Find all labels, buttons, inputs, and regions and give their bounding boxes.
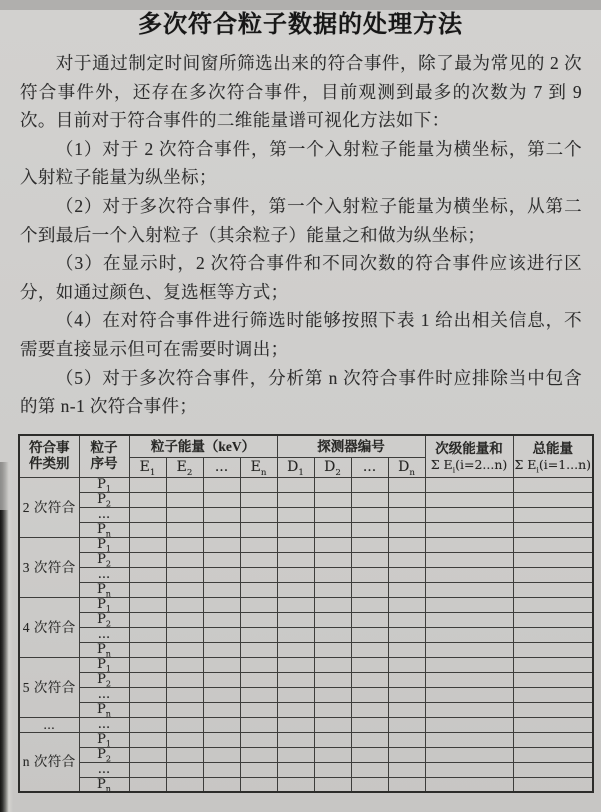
data-cell [351,492,388,507]
data-cell [513,732,593,747]
data-cell [240,732,277,747]
data-cell [351,687,388,702]
particle-row-label: ... [79,687,129,702]
paragraph: 对于通过制定时间窗所筛选出来的符合事件，除了最为常见的 2 次符合事件外，还存在多次符合事件，目前观测到最多的次数为 7 到 9 次。目前对于符合事件的二维能量谱可视化方法如下： [20,53,582,131]
data-cell [129,717,166,732]
data-cell [129,492,166,507]
header-detector-subcol: ... [351,457,388,477]
data-cell [513,492,593,507]
data-cell [240,687,277,702]
data-cell [425,672,513,687]
data-cell [314,522,351,537]
document-body [0,49,601,421]
header-total-energy [513,435,593,478]
data-cell [425,702,513,717]
data-cell [166,492,203,507]
data-cell [166,687,203,702]
data-cell [240,762,277,777]
data-cell [388,732,425,747]
data-cell [277,777,314,792]
data-cell [388,552,425,567]
data-cell [351,477,388,492]
data-cell [314,642,351,657]
data-cell [513,747,593,762]
data-cell [203,747,240,762]
particle-row-label: $P_1$ [79,732,129,747]
data-cell [388,597,425,612]
data-cell [388,537,425,552]
data-cell [166,657,203,672]
header-particle-energy-group: 粒子能量（keV） [129,435,277,458]
data-cell [513,702,593,717]
data-cell [240,642,277,657]
particle-row-label: $P_1$ [79,477,129,492]
data-cell [166,672,203,687]
data-cell [351,657,388,672]
particle-row-label: ... [79,627,129,642]
data-cell [240,717,277,732]
group-label-cell: 3 次符合 [19,537,79,597]
data-cell [388,567,425,582]
data-cell [351,507,388,522]
data-cell [240,507,277,522]
particle-row-label: $P_1$ [79,597,129,612]
data-cell [388,657,425,672]
data-cell [425,612,513,627]
particle-row-label: ... [79,567,129,582]
data-cell [166,567,203,582]
table-row [19,717,593,732]
data-cell [240,657,277,672]
data-cell [277,687,314,702]
data-cell [513,657,593,672]
data-cell [388,687,425,702]
data-cell [129,597,166,612]
data-cell [240,522,277,537]
data-cell [277,522,314,537]
data-cell [314,777,351,792]
data-cell [425,597,513,612]
particle-row-label: $P_2$ [79,612,129,627]
data-cell [129,522,166,537]
data-cell [166,537,203,552]
data-cell [240,672,277,687]
data-cell [277,582,314,597]
header-energy-subcol: $E_1$ [129,457,166,477]
data-cell [240,597,277,612]
header-detector-subcol: $D_1$ [277,457,314,477]
table-row [19,582,593,597]
paper-edge-shadow [0,462,13,510]
data-cell [129,582,166,597]
data-cell [388,507,425,522]
data-cell [425,627,513,642]
data-cell [388,762,425,777]
data-cell [425,492,513,507]
data-cell [129,762,166,777]
data-cell [277,597,314,612]
data-cell [203,492,240,507]
data-cell [277,657,314,672]
data-cell [277,612,314,627]
data-cell [513,567,593,582]
paragraph: （1）对于 2 次符合事件，第一个入射粒子能量为横坐标，第二个入射粒子能量为纵坐标； [20,138,582,188]
data-cell [203,477,240,492]
group-label-cell: 2 次符合 [19,477,79,537]
data-cell [129,507,166,522]
table-row [19,672,593,687]
data-cell [388,777,425,792]
data-cell [203,597,240,612]
table-row [19,702,593,717]
data-cell [129,672,166,687]
paragraph: （4）在对符合事件进行筛选时能够按照下表 1 给出相关信息，不需要直接显示但可在需要时调出； [20,310,582,359]
data-cell [129,657,166,672]
table-row [19,537,593,552]
data-cell [388,717,425,732]
data-cell [314,717,351,732]
data-cell [166,582,203,597]
particle-row-label: ... [79,717,129,732]
data-cell [388,522,425,537]
data-cell [425,567,513,582]
data-cell [166,747,203,762]
data-cell [203,627,240,642]
data-cell [425,522,513,537]
data-cell [513,507,593,522]
table-row [19,477,593,492]
data-cell [351,747,388,762]
data-cell [314,762,351,777]
data-cell [388,612,425,627]
header-detector-subcol: $D_n$ [388,457,425,477]
data-cell [513,762,593,777]
data-cell [203,507,240,522]
data-cell [388,642,425,657]
data-cell [277,507,314,522]
data-cell [351,642,388,657]
data-cell [513,597,593,612]
data-cell [388,627,425,642]
data-cell [314,597,351,612]
header-line: 序号 [90,456,118,472]
particle-row-label: $P_2$ [79,552,129,567]
group-label-cell: ... [19,717,79,732]
data-cell [425,582,513,597]
data-cell [240,612,277,627]
data-cell [513,777,593,792]
data-cell [203,672,240,687]
table-row [19,657,593,672]
data-cell [425,762,513,777]
data-cell [351,777,388,792]
data-cell [513,627,593,642]
table-row [19,522,593,537]
table-row [19,732,593,747]
data-cell [166,717,203,732]
data-cell [240,627,277,642]
data-cell [425,777,513,792]
header-event-type [19,435,79,478]
data-cell [314,702,351,717]
data-cell [129,777,166,792]
data-cell [425,687,513,702]
data-cell [203,702,240,717]
particle-row-label: $P_n$ [79,642,129,657]
document-page [0,10,601,812]
header-formula: Σ $E_i(i=2...n)$ [430,456,508,475]
data-cell [388,672,425,687]
data-cell [425,657,513,672]
table-row [19,642,593,657]
data-cell [388,477,425,492]
data-cell [314,657,351,672]
data-cell [314,687,351,702]
table-row [19,612,593,627]
data-cell [314,537,351,552]
data-cell [240,492,277,507]
data-cell [203,717,240,732]
data-cell [203,777,240,792]
data-cell [314,477,351,492]
data-cell [388,747,425,762]
data-cell [513,717,593,732]
data-cell [277,747,314,762]
data-cell [513,612,593,627]
particle-row-label: $P_n$ [79,522,129,537]
data-cell [277,732,314,747]
header-row-1 [19,435,593,458]
data-cell [388,492,425,507]
header-energy-subcol: $E_n$ [240,457,277,477]
particle-row-label: $P_n$ [79,777,129,792]
data-cell [351,537,388,552]
data-cell [203,732,240,747]
data-cell [129,567,166,582]
data-cell [425,732,513,747]
particle-row-label: $P_n$ [79,702,129,717]
particle-row-label: $P_1$ [79,537,129,552]
data-cell [351,582,388,597]
data-cell [203,582,240,597]
data-cell [166,552,203,567]
data-cell [129,687,166,702]
data-cell [314,552,351,567]
data-cell [203,612,240,627]
data-cell [513,522,593,537]
data-cell [425,537,513,552]
data-cell [166,627,203,642]
data-cell [129,732,166,747]
data-cell [240,582,277,597]
data-cell [351,672,388,687]
particle-row-label: $P_n$ [79,582,129,597]
data-cell [240,537,277,552]
data-cell [203,567,240,582]
data-cell [388,702,425,717]
data-cell [240,477,277,492]
data-cell [129,747,166,762]
data-cell [129,612,166,627]
data-cell [513,552,593,567]
data-cell [351,612,388,627]
data-cell [277,627,314,642]
data-cell [277,762,314,777]
data-cell [129,627,166,642]
table-row [19,762,593,777]
header-detector-subcol: $D_2$ [314,457,351,477]
data-cell [277,567,314,582]
data-cell [129,552,166,567]
data-cell [314,582,351,597]
data-cell [240,567,277,582]
table-row [19,552,593,567]
data-cell [277,717,314,732]
data-cell [203,687,240,702]
data-cell [166,762,203,777]
table-row [19,507,593,522]
particle-row-label: $P_2$ [79,492,129,507]
data-cell [425,552,513,567]
table-row [19,687,593,702]
data-cell [129,702,166,717]
header-line: 符合事 [29,440,70,456]
data-cell [513,642,593,657]
data-cell [314,612,351,627]
data-cell [203,522,240,537]
data-cell [166,642,203,657]
data-cell [277,672,314,687]
data-cell [166,612,203,627]
data-cell [351,717,388,732]
data-cell [166,702,203,717]
data-cell [129,642,166,657]
data-cell [203,762,240,777]
coincidence-table [18,434,594,794]
data-cell [513,537,593,552]
data-cell [203,642,240,657]
header-line: 粒子 [90,440,118,456]
table-row [19,492,593,507]
data-cell [351,552,388,567]
data-cell [351,762,388,777]
data-cell [314,672,351,687]
data-cell [240,747,277,762]
data-cell [314,567,351,582]
data-cell [203,657,240,672]
document-title: 多次符合粒子数据的处理方法 [138,12,463,38]
data-cell [166,732,203,747]
particle-row-label: $P_2$ [79,747,129,762]
data-cell [166,777,203,792]
particle-row-label: $P_1$ [79,657,129,672]
header-energy-subcol: $E_2$ [166,457,203,477]
header-formula: Σ $E_i(i=1...n)$ [514,456,592,475]
paper-edge-shadow [0,510,13,812]
table-row [19,627,593,642]
data-cell [129,537,166,552]
paragraph: （5）对于多次符合事件，分析第 n 次符合事件时应排除当中包含的第 n-1 次符合事件； [20,367,582,417]
data-cell [240,702,277,717]
particle-row-label: ... [79,762,129,777]
data-cell [240,777,277,792]
data-cell [425,747,513,762]
table-row [19,597,593,612]
group-label-cell: n 次符合 [19,732,79,792]
header-line: 次级能量和 [435,440,503,456]
data-cell [314,507,351,522]
data-cell [166,477,203,492]
data-cell [203,537,240,552]
data-cell [277,552,314,567]
data-cell [277,492,314,507]
data-cell [425,477,513,492]
table-row [19,567,593,582]
group-label-cell: 5 次符合 [19,657,79,717]
data-cell [166,597,203,612]
data-cell [388,582,425,597]
data-cell [129,477,166,492]
data-cell [425,717,513,732]
paragraph: （3）在显示时，2 次符合事件和不同次数的符合事件应该进行区分，如通过颜色、复选框等方式； [20,253,582,302]
data-cell [351,732,388,747]
data-cell [513,477,593,492]
data-cell [314,732,351,747]
data-cell [314,627,351,642]
data-cell [314,492,351,507]
data-cell [351,702,388,717]
data-cell [277,702,314,717]
particle-row-label: $P_2$ [79,672,129,687]
header-energy-subcol: ... [203,457,240,477]
data-cell [351,567,388,582]
paragraph: （2）对于多次符合事件，第一个入射粒子能量为横坐标，从第二个到最后一个入射粒子（其余粒子）能量之和做为纵坐标； [20,195,582,245]
data-cell [203,552,240,567]
group-label-cell: 4 次符合 [19,597,79,657]
particle-row-label: ... [79,507,129,522]
header-line: 件类别 [29,456,70,472]
data-cell [351,627,388,642]
data-cell [351,522,388,537]
data-cell [277,477,314,492]
data-cell [277,642,314,657]
header-detector-id-group: 探测器编号 [277,435,425,458]
data-cell [425,507,513,522]
table-row [19,777,593,792]
header-secondary-energy-sum [425,435,513,478]
data-cell [166,522,203,537]
header-particle-index [79,435,129,478]
data-cell [314,747,351,762]
data-cell [166,507,203,522]
table-row [19,747,593,762]
data-cell [513,582,593,597]
header-line: 总能量 [532,440,573,456]
data-cell [240,552,277,567]
data-cell [277,537,314,552]
data-cell [425,642,513,657]
data-cell [513,687,593,702]
data-cell [513,672,593,687]
data-cell [351,597,388,612]
